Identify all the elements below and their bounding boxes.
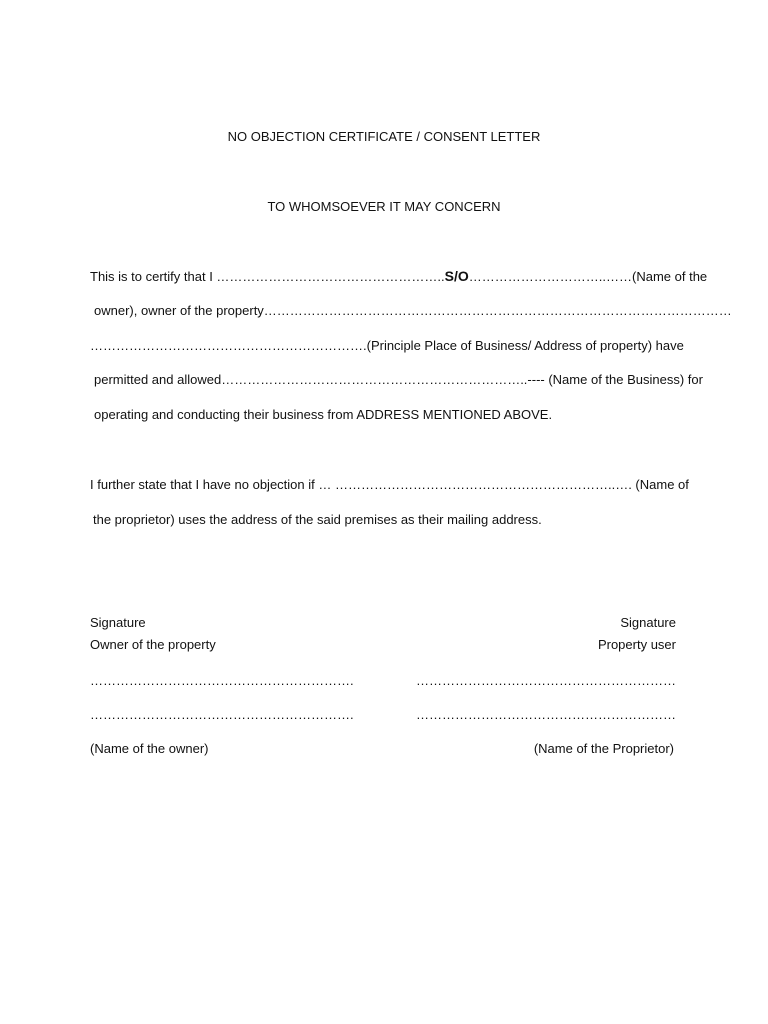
paragraph2-line1: I further state that I have no objection if … ………………………………………………………..…. (Name of <box>90 477 689 492</box>
paragraph1-line1 <box>90 268 707 285</box>
paragraph1-line5: operating and conducting their business from ADDRESS MENTIONED ABOVE. <box>94 407 553 422</box>
paragraph1-line2: owner), owner of the property……………………………………………………………………………………………… <box>94 303 732 318</box>
proprietor-blank-line-1: …………………………………………………… <box>416 673 676 688</box>
paragraph1-line4: permitted and allowed……………………………………………………………..---- (Name of the Business) for <box>94 372 703 387</box>
owner-name-label: (Name of the owner) <box>90 741 209 756</box>
owner-blank-line-2: ……………………………………………………. <box>90 707 354 722</box>
owner-blank-line-1: ……………………………………………………. <box>90 673 354 688</box>
proprietor-role-label: Property user <box>597 637 676 652</box>
father-name-blank-text: …………………………..……(Name of the <box>468 269 708 284</box>
son-of-mark: S/O <box>444 268 469 284</box>
proprietor-blank-line-2: …………………………………………………… <box>416 707 676 722</box>
owner-signature-label: Signature <box>90 615 146 630</box>
document-title: NO OBJECTION CERTIFICATE / CONSENT LETTER <box>227 129 541 144</box>
proprietor-signature-label: Signature <box>620 615 676 630</box>
owner-name-blank-text: This is to certify that I …………………………………………….. <box>90 269 445 284</box>
proprietor-name-label: (Name of the Proprietor) <box>533 741 674 756</box>
paragraph1-line3: ……………………………………………………….(Principle Place of Business/ Address of property) have <box>90 338 684 353</box>
salutation: TO WHOMSOEVER IT MAY CONCERN <box>267 199 501 214</box>
owner-role-label: Owner of the property <box>90 637 216 652</box>
paragraph2-line2: the proprietor) uses the address of the said premises as their mailing address. <box>93 512 542 527</box>
